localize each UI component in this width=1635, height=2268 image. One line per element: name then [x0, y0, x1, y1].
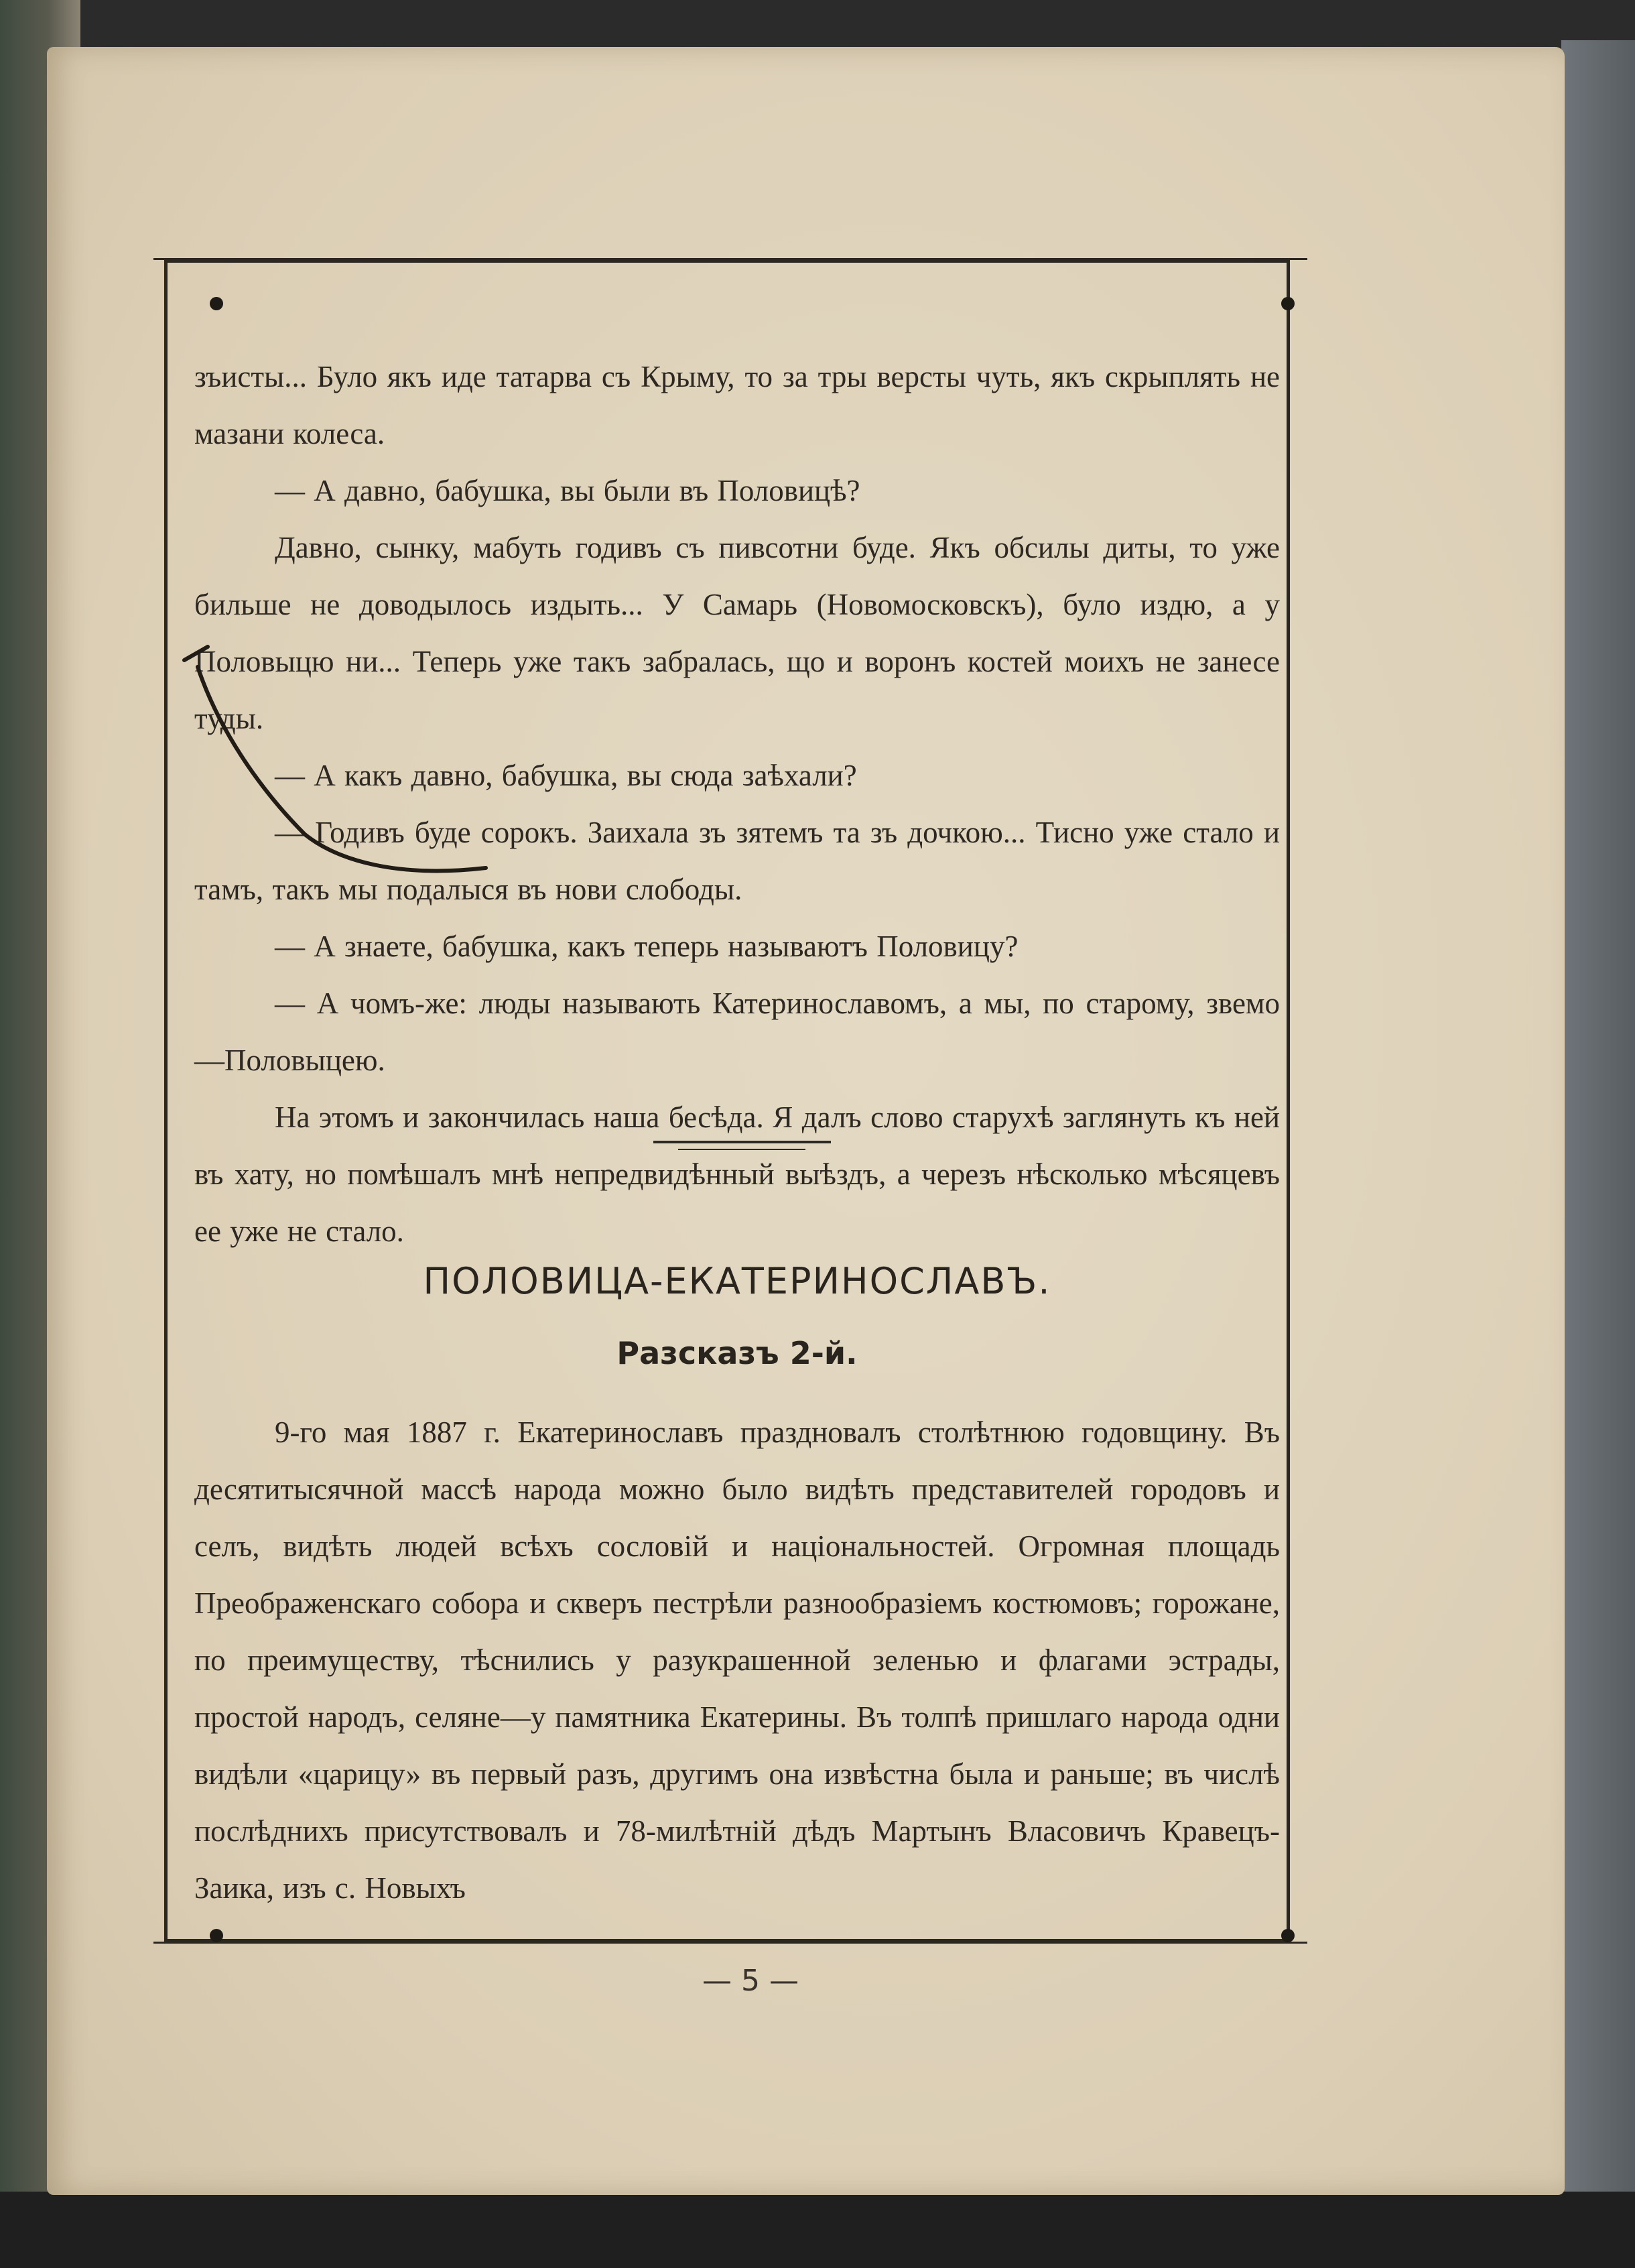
chapter-heading: ПОЛОВИЦА-ЕКАТЕРИНОСЛАВЪ. [423, 1260, 1051, 1302]
frame-corner-dot-bottom-right [1281, 1929, 1295, 1942]
frame-corner-dot-bottom-left [210, 1929, 223, 1942]
paragraph-4: — А какъ давно, бабушка, вы сюда заѣхали? [275, 759, 857, 792]
pencil-annotation-mark [178, 633, 499, 901]
paragraph-7: — А чомъ-же: люды называють Катеринославомъ, а мы, по старому, звемо—Половыцею. [194, 987, 1280, 1077]
frame-corner-dot-top-right [1281, 297, 1295, 310]
book-cover-right [1561, 40, 1635, 2212]
paragraph-3: Давно, сынку, мабуть годивъ съ пивсотни буде. Якъ обсилы диты, то уже бильше не доводылось издыть... У Самарь (Новомосковскъ), було издю, а у Половыцю ни... Теперь уже такъ забралась, що и воронъ костей моихъ не занесе туды. [194, 531, 1280, 735]
book-cover-bottom [0, 2192, 1635, 2268]
section-divider-thin [678, 1149, 805, 1150]
section-divider [653, 1141, 831, 1143]
paragraph-6: — А знаете, бабушка, какъ теперь называютъ Половицу? [275, 930, 1019, 963]
bottom-text-block [194, 1404, 1280, 1917]
page-number: — 5 — [702, 1964, 799, 1998]
chapter-subheading: Разсказъ 2-й. [616, 1335, 858, 1371]
paragraph-1: зъисты... Було якъ иде татарва съ Крыму, то за тры версты чуть, якъ скрыплять не мазани колеса. [194, 360, 1280, 450]
paragraph-2: — А давно, бабушка, вы были въ Половицѣ? [275, 474, 860, 507]
frame-corner-dot-top-left [210, 297, 223, 310]
paragraph-5: — Годивъ буде сорокъ. Заихала зъ зятемъ та зъ дочкою... Тисно уже стало и тамъ, такъ мы подалыся въ нови слободы. [194, 816, 1280, 906]
paragraph-9: 9-го мая 1887 г. Екатеринославъ праздновалъ столѣтнюю годовщину. Въ десятитысячной массѣ народа можно было видѣть представителей городовъ и селъ, видѣть людей всѣхъ сословій и національностей. Огромная площадь Преображенскаго собора и скверъ пестрѣли разнообразіемъ костюмовъ; горожане, по преимуществу, тѣснились у разукрашенной зеленью и флагами эстрады, простой народъ, селяне—у памятника Екатерины. Въ толпѣ пришлаго народа одни видѣли «царицу» въ первый разъ, другимъ она извѣстна была и раньше; въ числѣ послѣднихъ присутствовалъ и 78-милѣтній дѣдъ Мартынъ Власовичъ Кравецъ-Заика, изъ с. Новыхъ [194, 1415, 1280, 1905]
paragraph-8: На этомъ и закончилась наша бесѣда. Я далъ слово старухѣ заглянуть къ ней въ хату, но помѣшалъ мнѣ непредвидѣнный выѣздъ, а черезъ нѣсколько мѣсяцевъ ее уже не стало. [194, 1100, 1280, 1248]
